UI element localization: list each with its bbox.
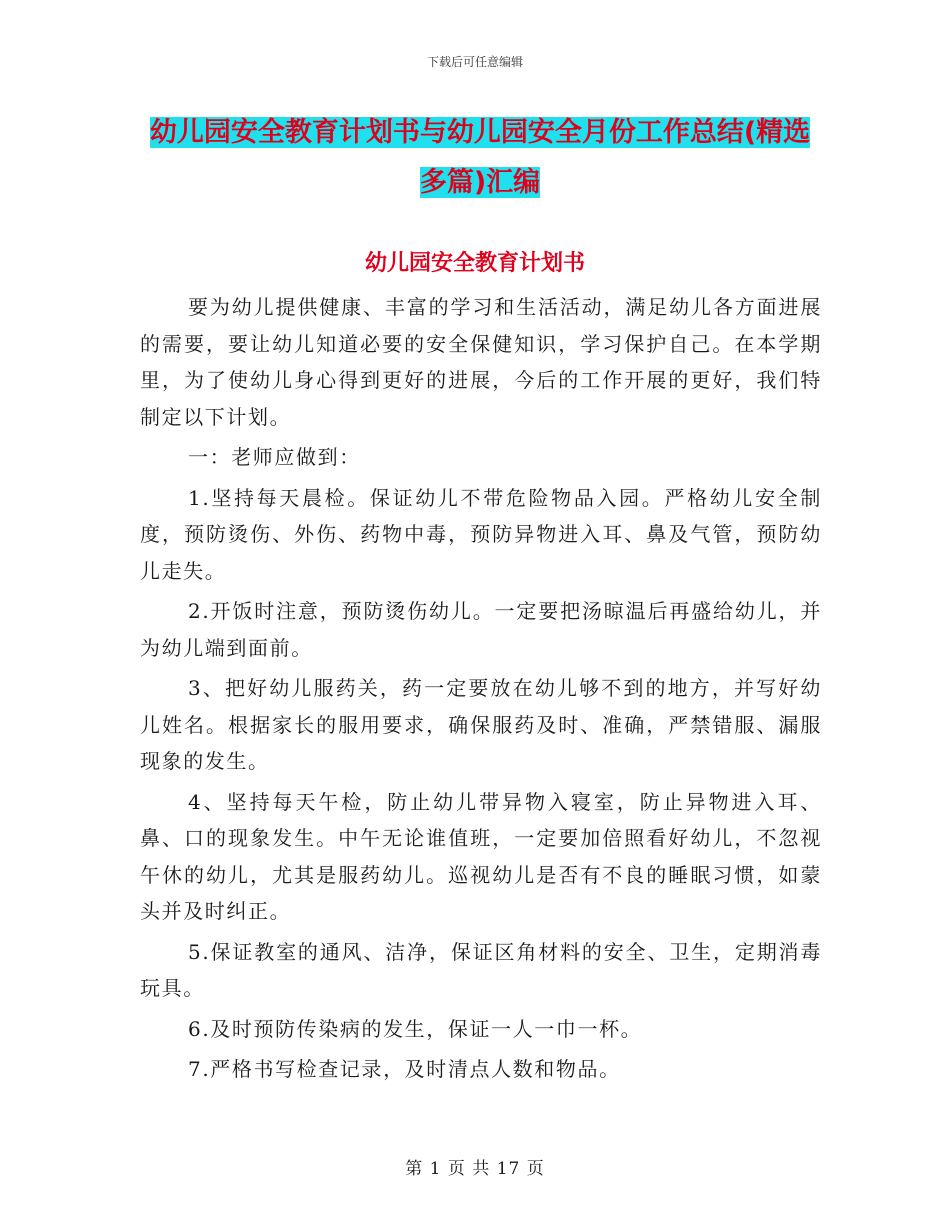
list-item: 3、把好幼儿服药关，药一定要放在幼儿够不到的地方，并写好幼儿姓名。根据家长的服用要求，确保服药及时、准确，严禁错服、漏服现象的发生。	[140, 676, 822, 773]
teacher-duties-heading: 一：老师应做到：	[188, 445, 361, 469]
list-item: 5.保证教室的通风、洁净，保证区角材料的安全、卫生，定期消毒玩具。	[140, 939, 822, 1000]
list-item: 4、坚持每天午检，防止幼儿带异物入寝室，防止异物进入耳、鼻、口的现象发生。中午无论谁值班，一定要加倍照看好幼儿，不忽视午休的幼儿，尤其是服药幼儿。巡视幼儿是否有不良的睡眠习惯，如蒙头并及时纠正。	[140, 789, 822, 923]
page-number: 第 1 页 共 17 页	[405, 1159, 545, 1179]
document-title-text: 幼儿园安全教育计划书与幼儿园安全月份工作总结(精选多篇)汇编	[149, 117, 811, 198]
list-item: 2.开饭时注意，预防烫伤幼儿。一定要把汤晾温后再盛给幼儿，并为幼儿端到面前。	[140, 599, 822, 660]
intro-paragraph: 要为幼儿提供健康、丰富的学习和生活活动，满足幼儿各方面进展的需要，要让幼儿知道必要的安全保健知识，学习保护自己。在本学期里，为了使幼儿身心得到更好的进展，今后的工作开展的更好，我们特制定以下计划。	[140, 295, 822, 429]
document-title	[140, 108, 820, 208]
header-note: 下载后可任意编辑	[426, 55, 523, 69]
document-body	[140, 289, 822, 1092]
section-title: 幼儿园安全教育计划书	[364, 251, 585, 276]
list-item: 6.及时预防传染病的发生，保证一人一巾一杯。	[188, 1016, 643, 1041]
list-item: 7.严格书写检查记录，及时清点人数和物品。	[188, 1057, 621, 1081]
list-item: 1.坚持每天晨检。保证幼儿不带危险物品入园。严格幼儿安全制度，预防烫伤、外伤、药物中毒，预防异物进入耳、鼻及气管，预防幼儿走失。	[140, 485, 822, 583]
